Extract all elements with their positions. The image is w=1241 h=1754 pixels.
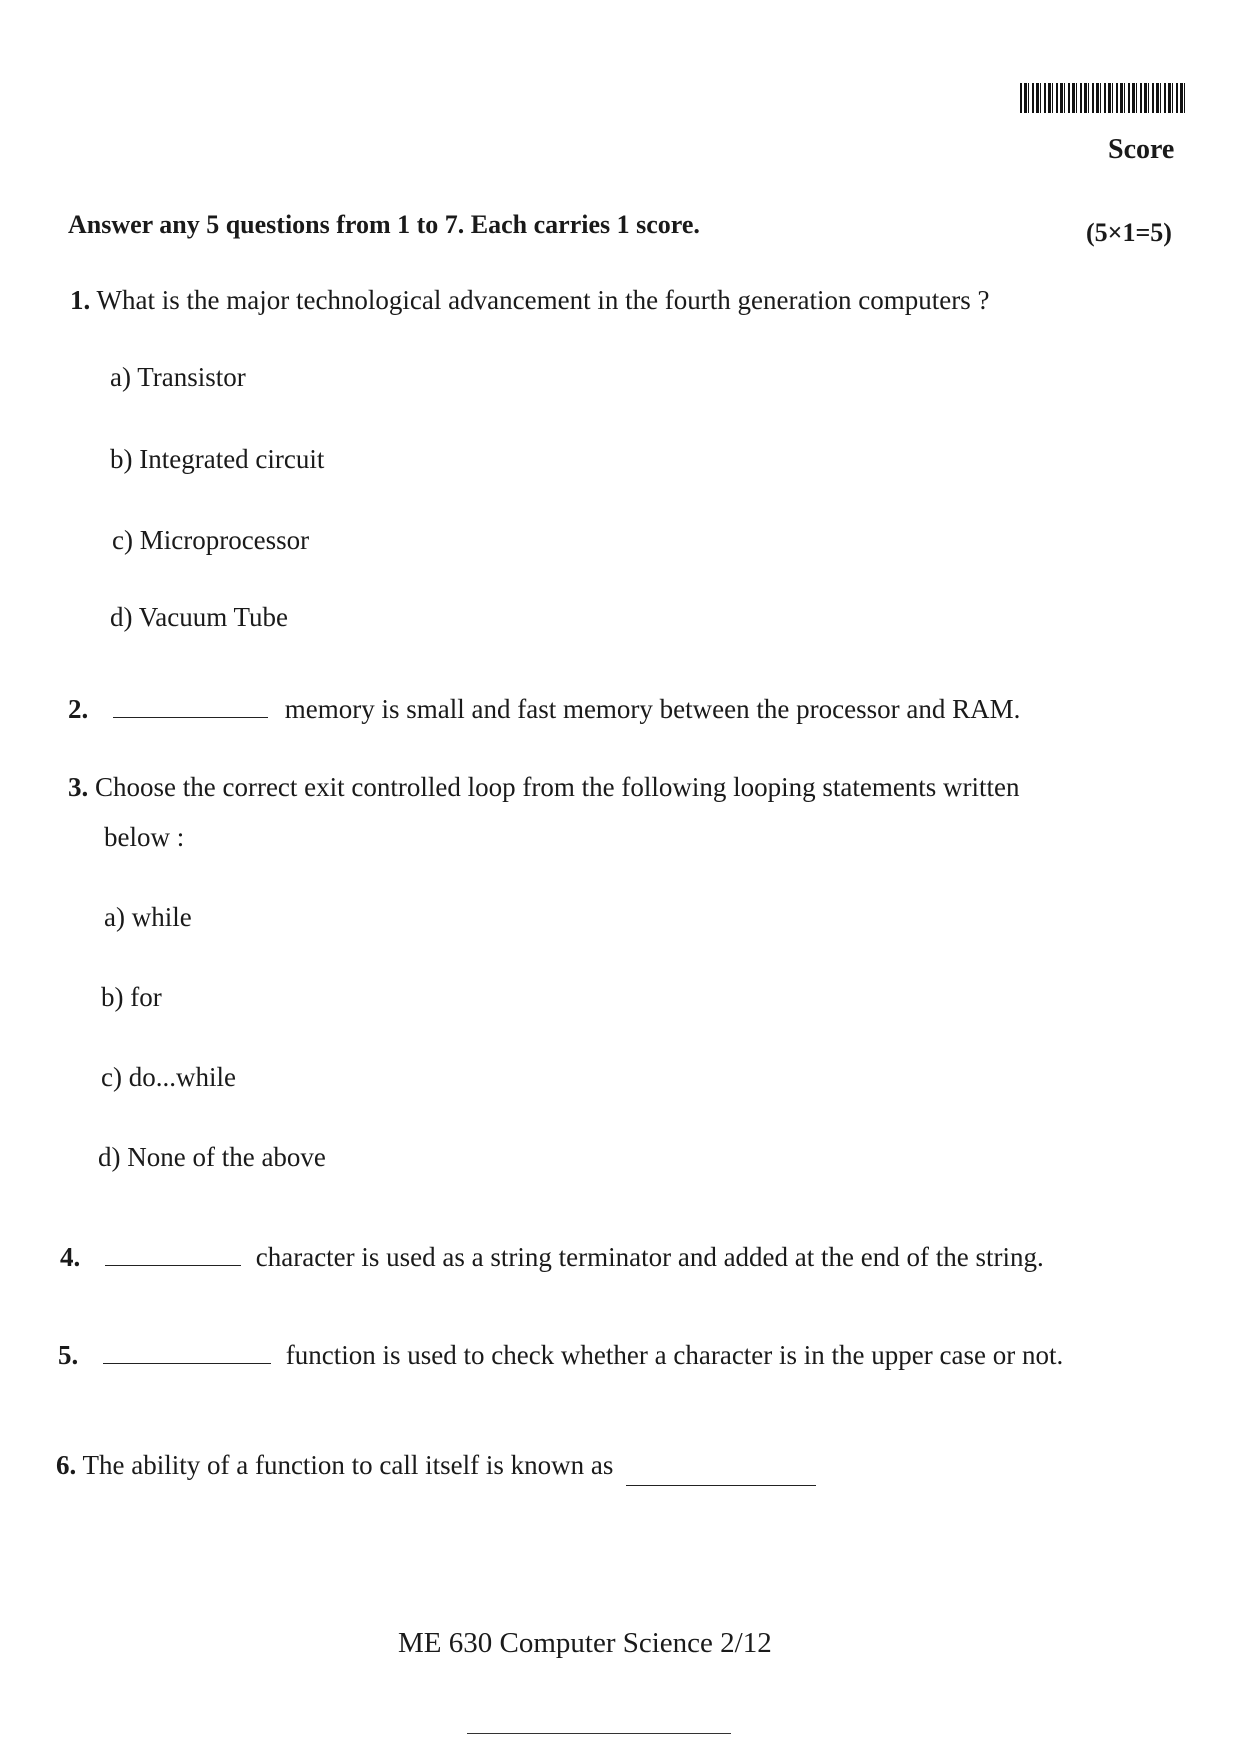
- answer-blank: [103, 1362, 271, 1364]
- option: c) do...while: [101, 1062, 236, 1092]
- option: a) while: [104, 902, 192, 932]
- question-number: 4.: [60, 1242, 81, 1272]
- option: d) Vacuum Tube: [110, 602, 289, 632]
- answer-blank: [113, 716, 268, 718]
- score-label: Score: [1108, 134, 1175, 165]
- question-number: 1.: [70, 285, 91, 315]
- option: a) Transistor: [110, 362, 246, 392]
- instruction: Answer any 5 questions from 1 to 7. Each carries 1 score.: [68, 210, 700, 239]
- marks: (5×1=5): [1086, 218, 1172, 247]
- question-text: function is used to check whether a character is in the upper case or not.: [285, 1340, 1064, 1370]
- question-number: 5.: [58, 1340, 79, 1370]
- question-number: 2.: [68, 694, 89, 724]
- question-number: 3.: [68, 772, 89, 802]
- question-text-cont: below :: [104, 822, 185, 852]
- answer-blank: [105, 1264, 241, 1266]
- barcode: [1020, 83, 1186, 113]
- footer-rule: [467, 1733, 731, 1734]
- question-4: [60, 1242, 1044, 1273]
- question-text: Choose the correct exit controlled loop from the following looping statements written: [95, 772, 1020, 802]
- option: c) Microprocessor: [112, 525, 310, 555]
- question-1: [70, 285, 989, 316]
- option: b) Integrated circuit: [110, 444, 325, 474]
- question-number: 6.: [56, 1450, 77, 1480]
- question-6: [56, 1450, 816, 1486]
- question-5: [58, 1340, 1063, 1371]
- question-text: What is the major technological advancement in the fourth generation computers ?: [96, 285, 990, 315]
- question-2: [68, 694, 1020, 725]
- answer-blank: [626, 1484, 816, 1486]
- question-text: memory is small and fast memory between the processor and RAM.: [284, 694, 1021, 724]
- option: b) for: [101, 982, 162, 1012]
- question-text: The ability of a function to call itself is known as: [82, 1450, 614, 1480]
- question-3: [68, 772, 1020, 803]
- question-text: character is used as a string terminator and added at the end of the string.: [255, 1242, 1044, 1272]
- page-footer: ME 630 Computer Science 2/12: [398, 1627, 772, 1659]
- option: d) None of the above: [98, 1142, 326, 1172]
